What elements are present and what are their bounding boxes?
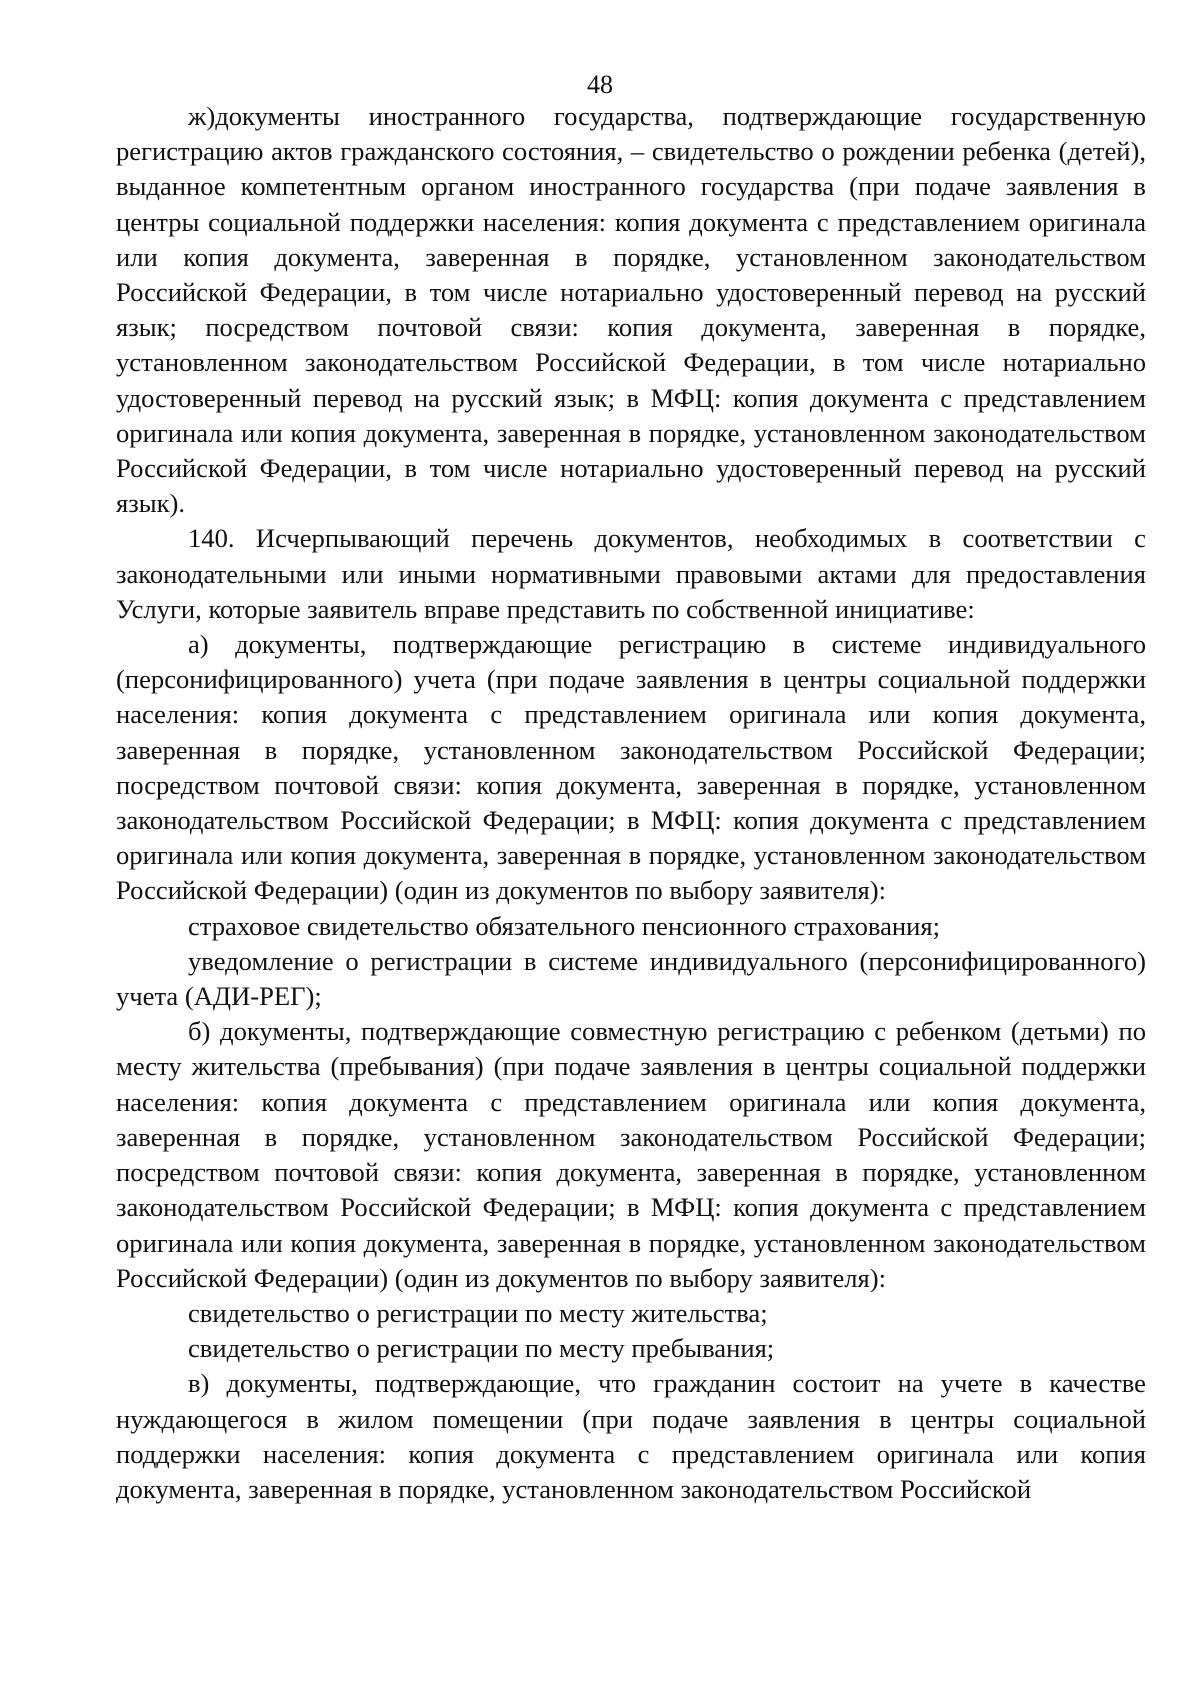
paragraph-stay-certificate: свидетельство о регистрации по месту пребывания; [188, 1333, 775, 1364]
document-body [116, 99, 1146, 1507]
page-number: 48 [587, 70, 613, 99]
paragraph-residence-certificate: свидетельство о регистрации по месту жительства; [188, 1297, 768, 1328]
paragraph-item-a: а) документы, подтверждающие регистрацию в системе индивидуального (персонифицированного) учета (при подаче заявления в центры социальной поддержки населения: копия документа с представлением оригинала или копия документа, заверенная в порядке, установленном законодательством Российской Федерации; посредством почтовой связи: копия документа, заверенная в порядке, установленном законодательством Российской Федерации; в МФЦ: копия документа с представлением оригинала или копия документа, заверенная в порядке, установленном законодательством Российской Федерации) (один из документов по выбору заявителя): [116, 629, 1146, 906]
paragraph-insurance-certificate: страховое свидетельство обязательного пенсионного страхования; [188, 910, 941, 941]
paragraph-item-140: 140. Исчерпывающий перечень документов, необходимых в соответствии с законодательными или иными нормативными правовыми актами для предоставления Услуги, которые заявитель вправе представить по собственной инициативе: [116, 523, 1146, 624]
paragraph-item-b: б) документы, подтверждающие совместную регистрацию с ребенком (детьми) по месту жительства (пребывания) (при подаче заявления в центры социальной поддержки населения: копия документа с представлением оригинала или копия документа, заверенная в порядке, установленном законодательством Российской Федерации; посредством почтовой связи: копия документа, заверенная в порядке, установленном законодательством Российской Федерации; в МФЦ: копия документа с представлением оригинала или копия документа, заверенная в порядке, установленном законодательством Российской Федерации) (один из документов по выбору заявителя): [116, 1016, 1146, 1293]
paragraph-adi-reg-notice: уведомление о регистрации в системе индивидуального (персонифицированного) учета (АДИ-РЕГ); [116, 945, 1146, 1012]
paragraph-foreign-documents: ж)документы иностранного государства, подтверждающие государственную регистрацию актов гражданского состояния, – свидетельство о рождении ребенка (детей), выданное компетентным органом иностранного государства (при подаче заявления в центры социальной поддержки населения: копия документа с представлением оригинала или копия документа, заверенная в порядке, установленном законодательством Российской Федерации, в том числе нотариально удостоверенный перевод на русский язык; посредством почтовой связи: копия документа, заверенная в порядке, установленном законодательством Российской Федерации, в том числе нотариально удостоверенный перевод на русский язык; в МФЦ: копия документа с представлением оригинала или копия документа, заверенная в порядке, установленном законодательством Российской Федерации, в том числе нотариально удостоверенный перевод на русский язык). [116, 101, 1146, 519]
paragraph-item-v: в) документы, подтверждающие, что гражданин состоит на учете в качестве нуждающегося в жилом помещении (при подаче заявления в центры социальной поддержки населения: копия документа с представлением оригинала или копия документа, заверенная в порядке, установленном законодательством Российской [116, 1368, 1146, 1504]
